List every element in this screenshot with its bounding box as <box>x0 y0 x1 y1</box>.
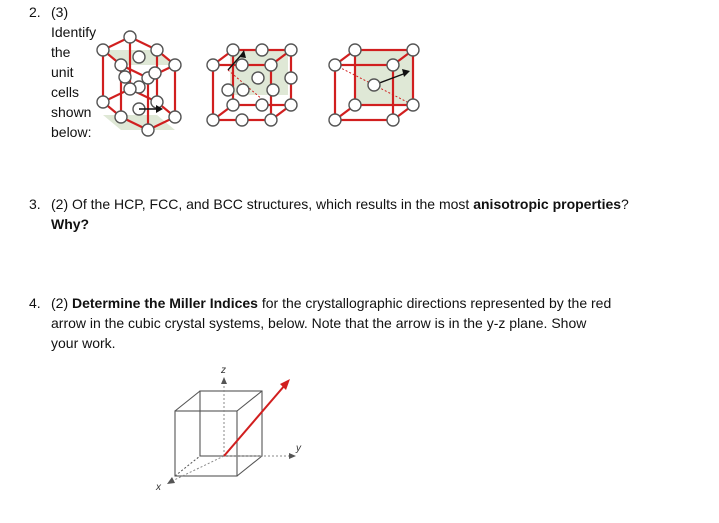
y-axis-label: y <box>296 443 301 454</box>
question-number: 3. <box>29 196 41 212</box>
emphasis: Determine the Miller Indices <box>72 295 258 311</box>
question-number: 2. <box>29 4 41 20</box>
question-text: (2) Determine the Miller Indices for the crystallographic directions represented by the red arrow in the cubic crystal systems, below. Note that the arrow is in the y-z plane. Show your work. <box>51 295 612 351</box>
z-axis-label: z <box>221 365 226 376</box>
z-arrowhead <box>221 377 227 384</box>
red-direction-arrow <box>224 385 285 456</box>
question-text: (3) Identify the unit cells shown below: <box>51 4 97 140</box>
x-arrowhead <box>167 477 175 484</box>
question-text: (2) Of the HCP, FCC, and BCC structures, which results in the most anisotropic properties? Why? <box>51 196 629 232</box>
emphasis: anisotropic properties <box>473 196 622 212</box>
x-axis-label: x <box>156 482 161 493</box>
question-number: 4. <box>29 295 41 311</box>
unit-cell-bcc <box>330 45 430 135</box>
unit-cell-hcp <box>85 35 205 140</box>
x-axis-line <box>172 456 224 481</box>
cube-front-face <box>175 411 237 476</box>
unit-cell-fcc <box>208 45 308 135</box>
emphasis: Why? <box>51 216 90 232</box>
y-arrowhead <box>289 453 296 459</box>
cubic-direction-diagram <box>150 363 320 493</box>
